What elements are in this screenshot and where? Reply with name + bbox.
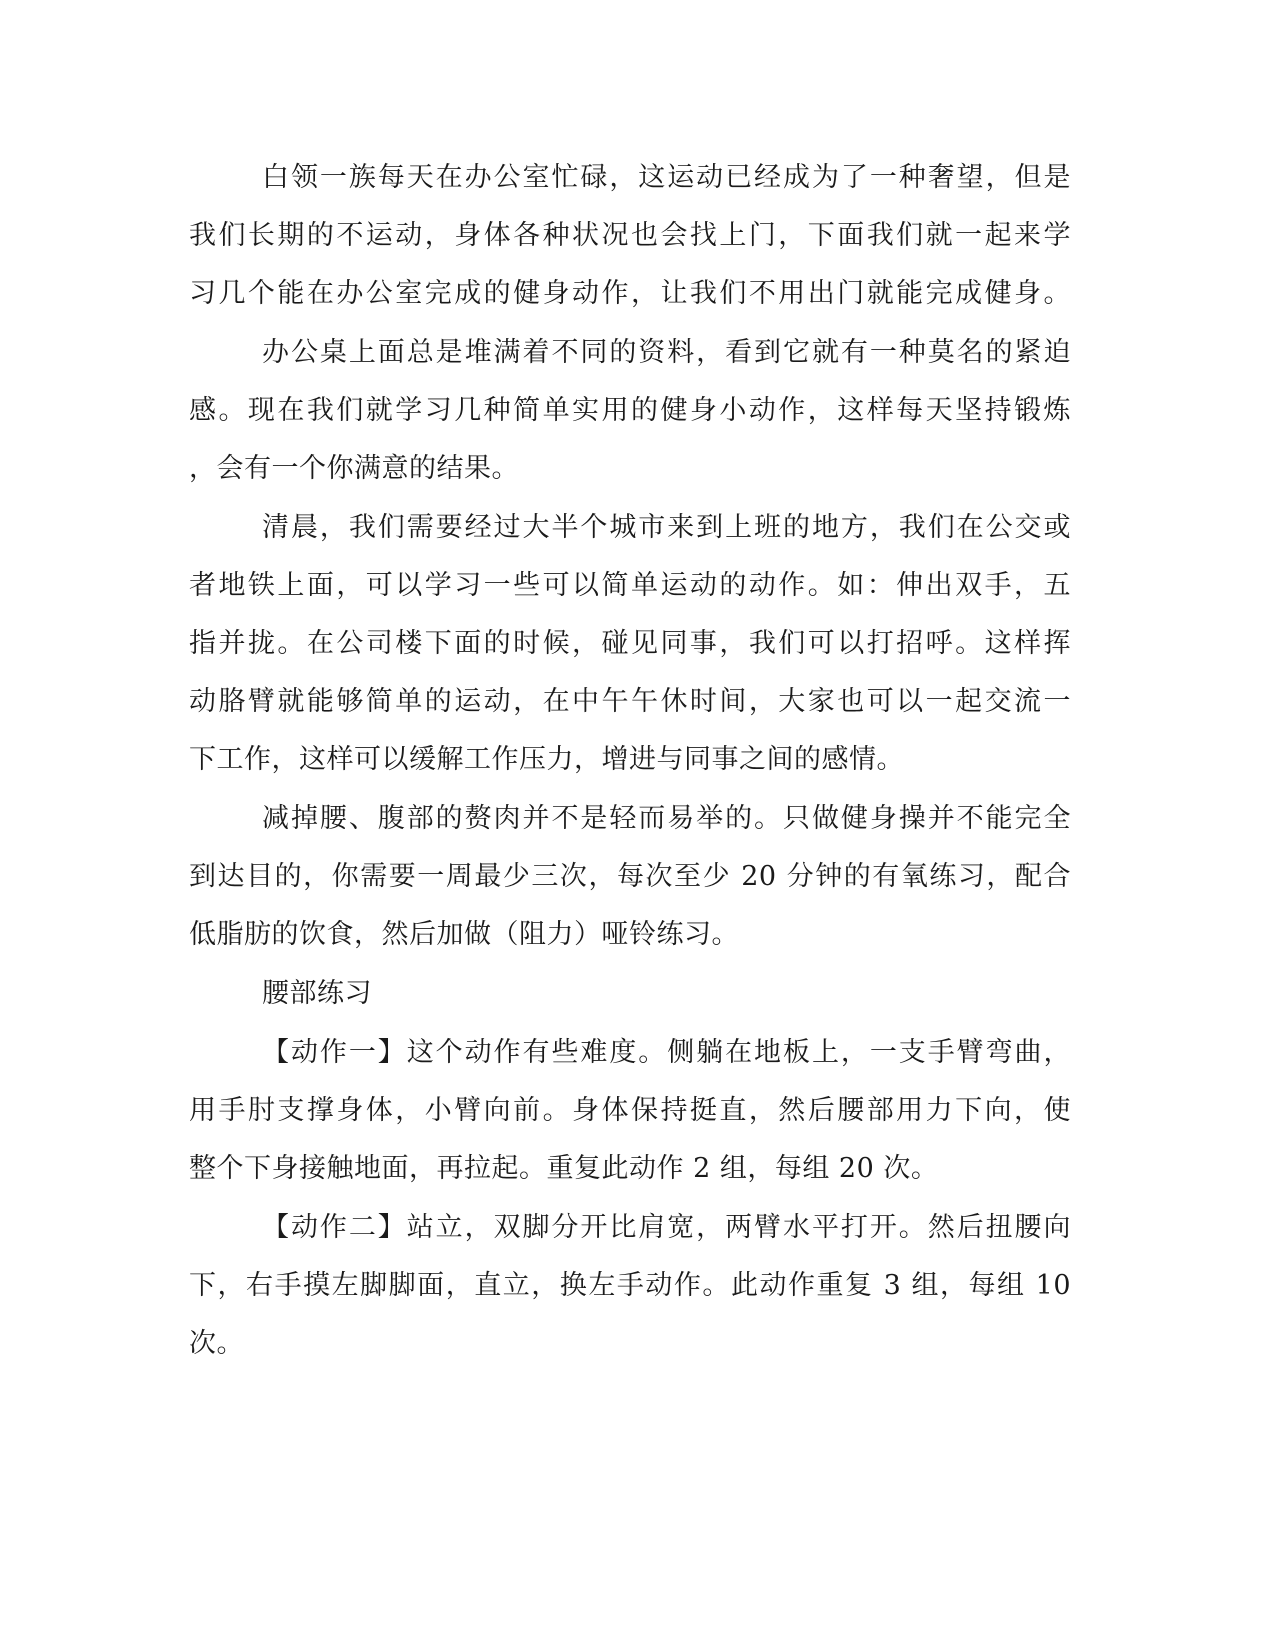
text-line: 用手肘支撑身体，小臂向前。身体保持挺直，然后腰部用力下向，使 bbox=[189, 1095, 1071, 1126]
text-line: 次。 bbox=[189, 1328, 244, 1359]
text-line: 整个下身接触地面，再拉起。重复此动作 2 组，每组 20 次。 bbox=[189, 1153, 939, 1184]
text-line: 者地铁上面，可以学习一些可以简单运动的动作。如：伸出双手，五 bbox=[189, 570, 1071, 601]
text-line: 减掉腰、腹部的赘肉并不是轻而易举的。只做健身操并不能完全 bbox=[262, 803, 1071, 834]
text-line: 习几个能在办公室完成的健身动作，让我们不用出门就能完成健身。 bbox=[189, 278, 1071, 309]
text-line: 办公桌上面总是堆满着不同的资料，看到它就有一种莫名的紧迫 bbox=[262, 337, 1071, 368]
text-line: ，会有一个你满意的结果。 bbox=[189, 453, 519, 484]
text-line: 低脂肪的饮食，然后加做（阻力）哑铃练习。 bbox=[189, 919, 739, 950]
text-line: 我们长期的不运动，身体各种状况也会找上门，下面我们就一起来学 bbox=[189, 220, 1071, 251]
text-line: 动胳臂就能够简单的运动，在中午午休时间，大家也可以一起交流一 bbox=[189, 686, 1071, 717]
text-line: 白领一族每天在办公室忙碌，这运动已经成为了一种奢望，但是 bbox=[262, 162, 1071, 193]
text-line: 下，右手摸左脚脚面，直立，换左手动作。此动作重复 3 组，每组 10 bbox=[189, 1270, 1071, 1301]
text-line: 到达目的，你需要一周最少三次，每次至少 20 分钟的有氧练习，配合 bbox=[189, 861, 1071, 892]
text-line: 【动作一】这个动作有些难度。侧躺在地板上，一支手臂弯曲， bbox=[262, 1037, 1071, 1068]
text-line: 清晨，我们需要经过大半个城市来到上班的地方，我们在公交或 bbox=[262, 512, 1071, 543]
text-line: 下工作，这样可以缓解工作压力，增进与同事之间的感情。 bbox=[189, 744, 904, 775]
heading-text: 腰部练习 bbox=[262, 978, 372, 1009]
text-line: 感。现在我们就学习几种简单实用的健身小动作，这样每天坚持锻炼 bbox=[189, 395, 1071, 426]
text-line: 指并拢。在公司楼下面的时候，碰见同事，我们可以打招呼。这样挥 bbox=[189, 628, 1071, 659]
text-line: 【动作二】站立，双脚分开比肩宽，两臂水平打开。然后扭腰向 bbox=[262, 1212, 1071, 1243]
